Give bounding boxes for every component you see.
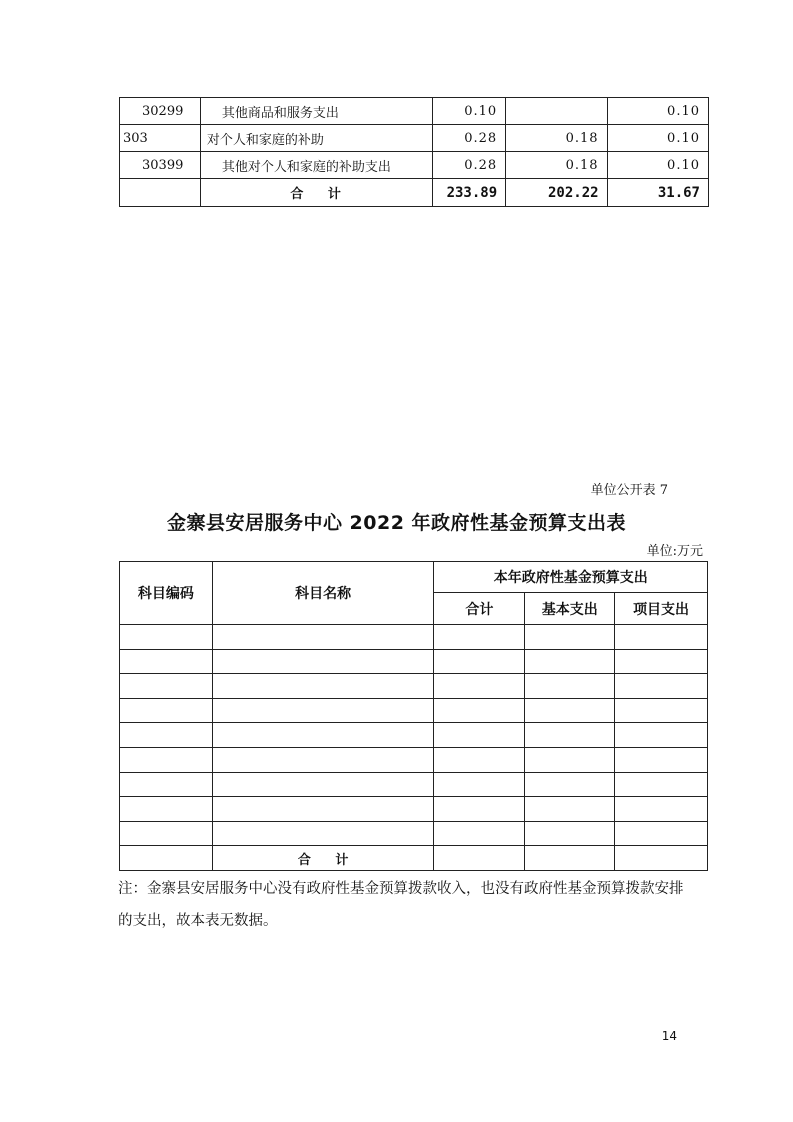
- total-cell: 0.28: [433, 152, 506, 179]
- table-row: [120, 747, 708, 772]
- empty-cell: [615, 625, 708, 650]
- empty-cell: [212, 698, 434, 723]
- empty-cell: [120, 747, 213, 772]
- empty-cell: [615, 797, 708, 822]
- table-row: [120, 674, 708, 699]
- empty-cell: [434, 821, 525, 846]
- subject-name-cell: 对个人和家庭的补助: [200, 125, 433, 152]
- unit-label: 单位:万元: [646, 544, 703, 559]
- project-cell: 0.10: [607, 98, 708, 125]
- empty-cell: [615, 674, 708, 699]
- basic-cell: 0.18: [506, 125, 607, 152]
- empty-cell: [434, 747, 525, 772]
- subject-name-header: 科目名称: [212, 562, 434, 625]
- subject-code-cell: 30299: [120, 98, 201, 125]
- empty-cell: [212, 747, 434, 772]
- empty-cell: [615, 698, 708, 723]
- empty-cell: [434, 772, 525, 797]
- empty-cell: [120, 649, 213, 674]
- empty-cell: [120, 698, 213, 723]
- empty-cell: [120, 625, 213, 650]
- basic-cell: 0.18: [506, 152, 607, 179]
- empty-cell: [120, 846, 213, 871]
- empty-cell: [434, 625, 525, 650]
- empty-cell: [212, 625, 434, 650]
- basic-total-value: 202.22: [506, 179, 607, 207]
- empty-cell: [434, 698, 525, 723]
- empty-cell: [120, 179, 201, 207]
- table-row: [120, 649, 708, 674]
- project-header: 项目支出: [615, 593, 708, 625]
- empty-cell: [525, 625, 615, 650]
- subject-name-cell: 其他商品和服务支出: [200, 98, 433, 125]
- empty-cell: [434, 797, 525, 822]
- empty-cell: [525, 649, 615, 674]
- total-label: 合 计: [212, 846, 434, 871]
- government-fund-expenditure-table: [119, 561, 708, 871]
- subject-code-cell: 30399: [120, 152, 201, 179]
- empty-cell: [434, 846, 525, 871]
- table-row: [120, 797, 708, 822]
- header-row: [120, 562, 708, 593]
- subject-name-cell: 其他对个人和家庭的补助支出: [200, 152, 433, 179]
- form-number: 单位公开表 7: [590, 483, 668, 498]
- empty-cell: [120, 797, 213, 822]
- total-row: [120, 846, 708, 871]
- table-row: [120, 125, 709, 152]
- empty-cell: [525, 772, 615, 797]
- empty-cell: [120, 821, 213, 846]
- basic-header: 基本支出: [525, 593, 615, 625]
- empty-cell: [434, 674, 525, 699]
- empty-cell: [120, 674, 213, 699]
- empty-cell: [120, 772, 213, 797]
- subject-code-header: 科目编码: [120, 562, 213, 625]
- empty-cell: [525, 821, 615, 846]
- empty-cell: [212, 821, 434, 846]
- footnote: 注：金寨县安居服务中心没有政府性基金预算拨款收入，也没有政府性基金预算拨款安排的支出，故本表无数据。: [118, 881, 684, 929]
- empty-cell: [615, 747, 708, 772]
- total-header: 合计: [434, 593, 525, 625]
- empty-cell: [525, 797, 615, 822]
- total-cell: 0.10: [433, 98, 506, 125]
- empty-cell: [212, 772, 434, 797]
- page-number: 14: [661, 1029, 677, 1043]
- empty-cell: [212, 674, 434, 699]
- empty-cell: [525, 846, 615, 871]
- empty-cell: [525, 747, 615, 772]
- page-title: 金寨县安居服务中心 2022 年政府性基金预算支出表: [166, 512, 627, 534]
- basic-cell: [506, 98, 607, 125]
- project-cell: 0.10: [607, 152, 708, 179]
- table-row: [120, 772, 708, 797]
- table-row: [120, 821, 708, 846]
- empty-cell: [212, 649, 434, 674]
- empty-cell: [615, 723, 708, 748]
- table-row: [120, 698, 708, 723]
- empty-cell: [434, 723, 525, 748]
- empty-cell: [434, 649, 525, 674]
- empty-cell: [615, 846, 708, 871]
- table-row: [120, 625, 708, 650]
- table-row: [120, 723, 708, 748]
- empty-cell: [212, 723, 434, 748]
- project-total-value: 31.67: [607, 179, 708, 207]
- group-header: 本年政府性基金预算支出: [434, 562, 708, 593]
- empty-cell: [212, 797, 434, 822]
- subject-code-cell: 303: [120, 125, 201, 152]
- project-cell: 0.10: [607, 125, 708, 152]
- empty-cell: [615, 821, 708, 846]
- empty-cell: [615, 772, 708, 797]
- total-row: [120, 179, 709, 207]
- total-cell: 0.28: [433, 125, 506, 152]
- empty-cell: [525, 674, 615, 699]
- empty-cell: [525, 723, 615, 748]
- total-label: 合 计: [200, 179, 433, 207]
- table-row: [120, 152, 709, 179]
- empty-cell: [120, 723, 213, 748]
- grand-total-value: 233.89: [433, 179, 506, 207]
- empty-cell: [525, 698, 615, 723]
- top-expenditure-table: [119, 97, 709, 207]
- empty-cell: [615, 649, 708, 674]
- table-row: [120, 98, 709, 125]
